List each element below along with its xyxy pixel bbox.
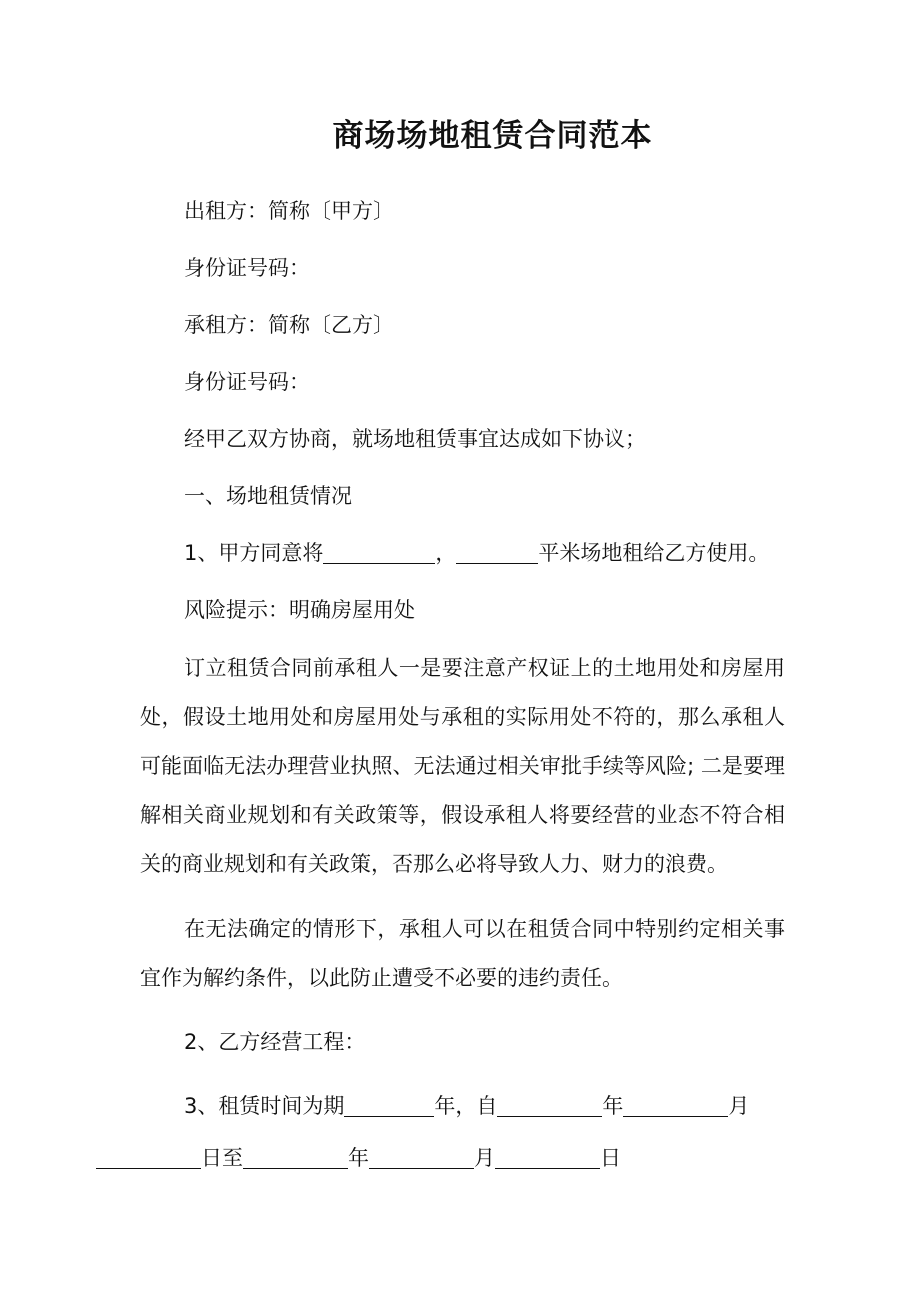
clause3-blank-start-month[interactable]	[623, 1094, 728, 1117]
clause3-month1: 月	[728, 1094, 750, 1118]
risk-heading: 风险提示：明确房屋用处	[184, 598, 415, 622]
clause3-year3: 年	[348, 1146, 369, 1170]
lessor-id-line: 身份证号码：	[184, 256, 310, 280]
clause3-day2: 日	[600, 1146, 621, 1170]
section1-heading: 一、场地租赁情况	[184, 484, 352, 508]
risk-paragraph-2: 在无法确定的情形下，承租人可以在租赁合同中特别约定相关事宜作为解约条件，以此防止遭受不必要的违约责任。	[140, 917, 785, 990]
intro-line: 经甲乙双方协商，就场地租赁事宜达成如下协议；	[184, 427, 646, 451]
document-title: 商场场地租赁合同范本	[332, 118, 653, 154]
clause3-blank-duration[interactable]	[344, 1094, 434, 1117]
clause3-blank-start-day[interactable]	[96, 1146, 201, 1169]
clause3-blank-end-day[interactable]	[495, 1146, 600, 1169]
clause1-prefix: 1、甲方同意将	[184, 541, 324, 565]
lessee-line: 承租方：简称〔乙方〕	[184, 313, 394, 337]
clause1-suffix: 平米场地租给乙方使用。	[538, 541, 770, 565]
clause3-line	[140, 1080, 785, 1184]
clause1-sep: ，	[435, 541, 457, 565]
clause1-blank-location[interactable]	[323, 541, 435, 564]
clause3-year1: 年，自	[434, 1094, 498, 1118]
document-body	[140, 192, 785, 1203]
clause3-blank-end-month[interactable]	[369, 1146, 474, 1169]
clause1-line	[140, 534, 785, 572]
clause3-day1: 日至	[201, 1146, 243, 1170]
clause3-prefix: 3、租赁时间为期	[184, 1094, 345, 1118]
clause1-blank-area[interactable]	[456, 541, 538, 564]
clause3-year2: 年	[602, 1094, 624, 1118]
clause2-line: 2、乙方经营工程：	[184, 1030, 366, 1054]
clause3-blank-start-year[interactable]	[497, 1094, 602, 1117]
risk-paragraph-1: 订立租赁合同前承租人一是要注意产权证上的土地用处和房屋用处，假设土地用处和房屋用处与承租的实际用处不符的，那么承租人可能面临无法办理营业执照、无法通过相关审批手续等风险; 二是要理解相关商业规划和有关政策等，假设承租人将要经营的业态不符合相关的商业规划和有关政策，否那么必将导致人力、财力的浪费。	[140, 656, 785, 876]
lessor-line: 出租方：简称〔甲方〕	[184, 199, 394, 223]
clause3-blank-end-year[interactable]	[243, 1146, 348, 1169]
clause3-month2: 月	[474, 1146, 495, 1170]
lessee-id-line: 身份证号码：	[184, 370, 310, 394]
